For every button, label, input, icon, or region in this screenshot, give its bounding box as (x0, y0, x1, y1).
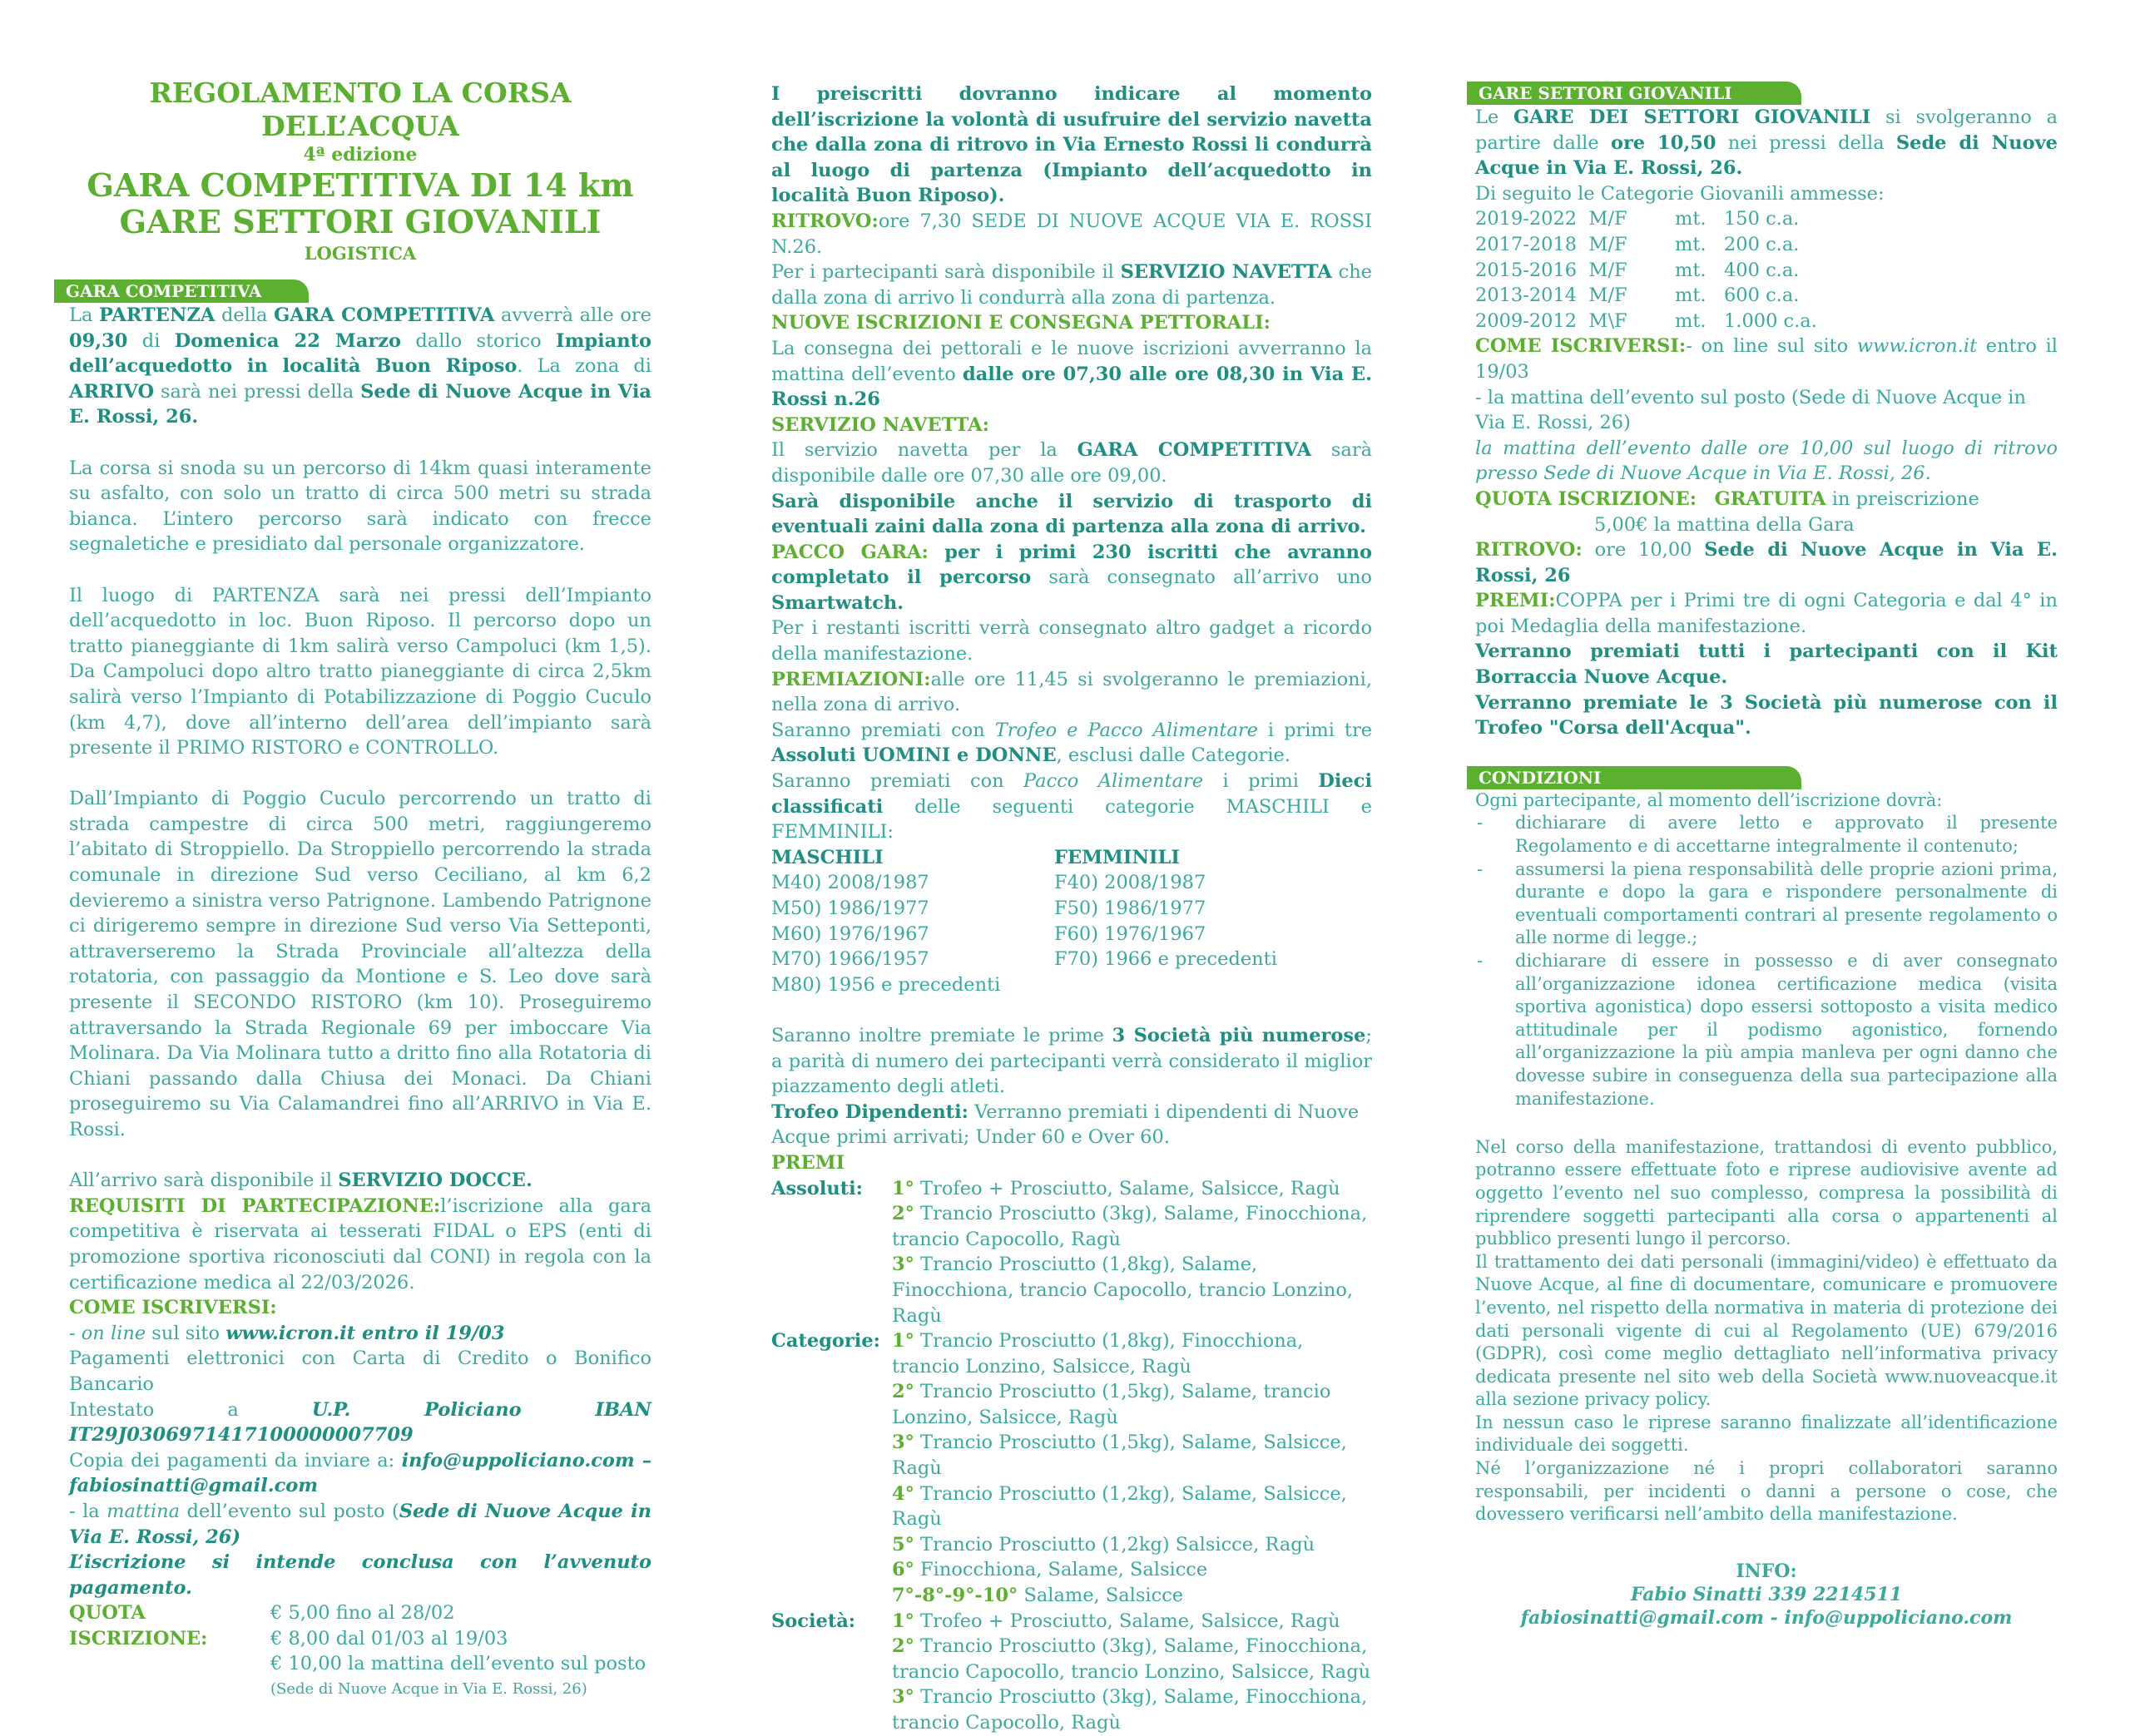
assoluti-label: Assoluti: (771, 1177, 863, 1199)
youth-categories (1475, 206, 2058, 334)
category-item: F60) 1976/1967 (1054, 922, 1206, 945)
column-right (1475, 0, 2058, 1630)
mattina-line: - la mattina dell’evento sul posto (Sede di Nuove Acque in Via E. Rossi, 26) (69, 1500, 651, 1548)
percorso-paragraph: La corsa si snoda su un percorso di 14km quasi interamente su asfalto, con solo un tratto di circa 500 metri su strada bianca. L’intero percorso sarà indicato con frecce segnaletiche e presidiato dal personale organizzatore. (69, 457, 651, 556)
come-iscriversi-label: COME ISCRIVERSI: (69, 1297, 277, 1319)
quota-item: € 8,00 dal 01/03 al 19/03 (270, 1627, 508, 1649)
quota-item: € 5,00 fino al 28/02 (270, 1602, 455, 1625)
condition-item: - dichiarare di avere letto e approvato il presente Regolamento e di accettarne integralmente il contenuto; (1477, 813, 2058, 857)
category-item: M50) 1986/1977 (771, 898, 929, 919)
subtitle-race: GARA COMPETITIVA DI 14 km (87, 166, 634, 204)
partenza-route-paragraph: Il luogo di PARTENZA sarà nei pressi dell’Impianto dell’acquedotto in loc. Buon Riposo. Il percorso dopo un tratto pianeggiante di 1km salirà verso Campoluci (km 1,5). Da Campoluci dopo altro tratto pianeggiante di circa 2,5km salirà verso l’Impianto di Potabilizzazione di Poggio Cuculo (km 4,7), dove all’interno dell’area dell’impianto sarà presente il PRIMO RISTORO e CONTROLLO. (69, 584, 651, 759)
info-emails[interactable]: fabiosinatti@gmail.com - info@uppoliciano.com (1520, 1606, 2013, 1629)
conclusa-line: L’iscrizione si intende conclusa con l’avvenuto pagamento. (69, 1551, 651, 1599)
section-banner-gara (54, 279, 651, 303)
premi-youth: PREMI:COPPA per i Primi tre di ogni Categoria e dal 4° in poi Medaglia della manifestazione. (1475, 590, 2058, 637)
servizio-navetta-text: Il servizio navetta per la GARA COMPETITIVA sarà disponibile dalle ore 07,30 alle ore 09,00. (771, 439, 1372, 487)
online-line: - on line sul sito www.icron.it entro il 19/03 (69, 1322, 505, 1344)
requisiti-paragraph: REQUISITI DI PARTECIPAZIONE:l’iscrizione alla gara competitiva è riservata ai tesserati FIDAL o EPS (enti di promozione sportiva riconosciuti dal CONI) in regola con la certificazione medica al 22/03/2026. (69, 1194, 651, 1293)
condition-item: - dichiarare di essere in possesso e di aver consegnato all’organizzazione idonea certificazione medica (visita sportiva agonistica) dopo essersi sottoposto a visita medico attitudinale per il podismo agonistico, fornendo all’organizzazione la più ampia manleva per ogni danno che dovesse subire in conseguenza della sua partecipazione alla manifestazione. (1477, 951, 2058, 1109)
seguito-line: Di seguito le Categorie Giovanili ammesse: (1475, 182, 1885, 205)
prize-item: 1° Trofeo + Prosciutto, Salame, Salsicce, Ragù (892, 1177, 1340, 1199)
categorie-label: Categorie: (771, 1330, 880, 1353)
category-item: M70) 1966/1957 (771, 948, 929, 971)
info-block (1475, 1560, 2058, 1630)
restanti-paragraph: Per i restanti iscritti verrà consegnato altro gadget a ricordo della manifestazione. (771, 617, 1372, 665)
info-label: INFO: (1736, 1560, 1797, 1582)
banner-gara-competitiva: GARA COMPETITIVA (54, 279, 309, 303)
kit-paragraph: Verranno premiati tutti i partecipanti con il Kit Borraccia Nuove Acque. (1475, 640, 2058, 689)
quota-youth-2: 5,00€ la mattina della Gara (1594, 513, 1855, 536)
category-item: M80) 1956 e precedenti (771, 973, 1001, 996)
condition-item: - assumersi la piena responsabilità delle proprie azioni prima, durante e dopo la gara e rispondere personalmente di eventuali comportamenti contrari al presente regolamento o alle norme di legge.; (1477, 858, 2058, 948)
premi-label: PREMI (771, 1151, 845, 1174)
youth-category-row: 2017-2018 M/F mt. 200 c.a. (1475, 233, 1800, 255)
condizioni-intro: Ogni partecipante, al momento dell’iscrizione dovrà: (1475, 789, 1943, 810)
prize-item: 5° Trancio Prosciutto (1,2kg) Salsicce, Ragù (892, 1533, 1315, 1555)
privacy-paragraph: Né l’organizzazione né i propri collaboratori saranno responsabili, per incidenti o danni a persone o cose, che dovessero verificarsi nell’ambito della manifestazione. (1475, 1458, 2058, 1525)
pacco-gara-paragraph: PACCO GARA: per i primi 230 iscritti che avranno completato il percorso sarà consegnato all’arrivo uno Smartwatch. (771, 541, 1373, 614)
nuove-iscrizioni-text: La consegna dei pettorali e le nuove iscrizioni avverranno la mattina dell’evento dalle ore 07,30 alle ore 08,30 in Via E. Rossi n.26 (771, 337, 1372, 411)
banner-condizioni: CONDIZIONI (1467, 766, 1801, 789)
ritrovo-youth: RITROVO: ore 10,00 Sede di Nuove Acque in Via E. Rossi, 26 (1475, 539, 2058, 586)
icron-link[interactable]: www.icron.it (1856, 335, 1978, 358)
prize-item: 1° Trofeo + Prosciutto, Salame, Salsicce, Ragù (892, 1610, 1340, 1632)
banner-settori-giovanili: GARE SETTORI GIOVANILI (1467, 82, 1801, 105)
navetta-paragraph: Per i partecipanti sarà disponibile il SERVIZIO NAVETTA che dalla zona di arrivo li condurrà alla zona di partenza. (771, 261, 1372, 309)
quota-block (69, 1600, 651, 1702)
prize-item: 3° Trancio Prosciutto (1,5kg), Salame, Salsicce, Ragù (892, 1432, 1347, 1480)
prize-item: 4° Trancio Prosciutto (1,2kg), Salame, Salsicce, Ragù (892, 1482, 1347, 1531)
giovanili-text (1475, 105, 2058, 741)
privacy-paragraph: Il trattamento dei dati personali (immagini/video) è effettuato da Nuove Acque, al fine di documentare, comunicare e promuovere l’evento, nel rispetto della normativa in materia di protezione dei dati personali vigente di cui al Regolamento (UE) 679/2016 (GDPR), così come meglio dettagliato nell’informativa privacy dedicata presente nel sito web della Società www.nuoveacque.it alla sezione privacy policy. (1475, 1251, 2058, 1410)
come-iscriversi-youth: COME ISCRIVERSI:- on line sul sito www.icron.it entro il 19/03 (1475, 335, 2058, 383)
prize-item: 3° Trancio Prosciutto (3kg), Salame, Finocchiona, trancio Capocollo, Ragù (892, 1686, 1368, 1734)
quota-youth: QUOTA ISCRIZIONE: GRATUITA in preiscrizione (1475, 487, 1979, 510)
payment-line: Pagamenti elettronici con Carta di Credito o Bonifico Bancario (69, 1348, 651, 1395)
trofeo-societa-paragraph: Verranno premiate le 3 Società più numerose con il Trofeo "Corsa dell'Acqua". (1475, 691, 2058, 739)
copy-line: Copia dei pagamenti da inviare a: info@uppoliciano.com – fabiosinatti@gmail.com (69, 1449, 652, 1497)
category-item: M60) 1976/1967 (771, 922, 929, 945)
youth-category-row: 2009-2012 M\F mt. 1.000 c.a. (1475, 309, 1817, 332)
edition-label: 4ª edizione (303, 144, 418, 166)
quota-note: (Sede di Nuove Acque in Via E. Rossi, 26) (270, 1680, 587, 1699)
prize-item: 2° Trancio Prosciutto (3kg), Salame, Finocchiona, trancio Capocollo, trancio Lonzino, Salsicce, Ragù (892, 1635, 1371, 1683)
quota-label: QUOTA ISCRIZIONE: (69, 1602, 208, 1649)
societa-label: Società: (771, 1610, 856, 1632)
category-item: M40) 2008/1987 (771, 872, 929, 894)
gara-text (69, 303, 651, 1703)
quota-item: € 10,00 la mattina dell’evento sul posto (270, 1653, 646, 1675)
maschili-header: MASCHILI (771, 846, 884, 868)
trofeo-paragraph: Saranno premiati con Trofeo e Pacco Alimentare i primi tre Assoluti UOMINI e DONNE, esclusi dalle Categorie. (771, 719, 1373, 767)
mattina-youth: - la mattina dell’evento sul posto (Sede di Nuove Acque in Via E. Rossi, 26) (1475, 386, 2026, 434)
nuove-iscrizioni-label: NUOVE ISCRIZIONI E CONSEGNA PETTORALI: (771, 312, 1271, 334)
prize-item: 2° Trancio Prosciutto (1,5kg), Salame, trancio Lonzino, Salsicce, Ragù (892, 1381, 1331, 1428)
email-links[interactable]: info@uppoliciano.com – fabiosinatti@gmail.com (69, 1449, 652, 1497)
column-middle (771, 0, 1372, 1736)
servizio-navetta-label: SERVIZIO NAVETTA: (771, 413, 989, 436)
prize-item: 6° Finocchiona, Salame, Salsicce (892, 1559, 1208, 1581)
trofeo-dipendenti-paragraph: Trofeo Dipendenti: Verranno premiati i dipendenti di Nuove Acque primi arrivati; Under 60 e Over 60. (771, 1100, 1360, 1149)
preiscritti-paragraph: I preiscritti dovranno indicare al momento dell’iscrizione la volontà di usufruire del servizio navetta che dalla zona di ritrovo in Via Ernesto Rossi li condurrà al luogo di partenza (Impianto dell’acquedotto in località Buon Riposo). (771, 83, 1372, 207)
ritrovo-line: RITROVO:ore 7,30 SEDE DI NUOVE ACQUE VIA E. ROSSI N.26. (771, 210, 1372, 258)
mattina-italic: la mattina dell’evento dalle ore 10,00 sul luogo di ritrovo presso Sede di Nuove Acque in Via E. Rossi, 26. (1475, 437, 2058, 485)
zaini-paragraph: Sarà disponibile anche il servizio di trasporto di eventuali zaini dalla zona di partenza alla zona di arrivo. (771, 490, 1372, 538)
societa-paragraph: Saranno inoltre premiate le prime 3 Società più numerose; a parità di numero dei partecipanti verrà considerato il miglior piazzamento degli atleti. (771, 1024, 1372, 1098)
route-paragraph: Dall’Impianto di Poggio Cuculo percorrendo un tratto di strada campestre di circa 500 metri, raggiungeremo l’abitato di Stroppiello. Da Stroppiello percorrendo la strada comunale in direzione Sud verso Ceciliano, al km 6,2 devieremo a sinistra verso Patrignone. Lambendo Patrignone ci dirigeremo sempre in direzione Sud verso Via Setteponti, attraverseremo la Strada Provinciale all’altezza della rotatoria, con passaggio da Montione e S. Leo dove sarà presente il SECONDO RISTORO (km 10). Proseguiremo attraversando la Strada Regionale 69 per imboccare Via Molinara. Da Via Molinara tutto a dritto fino alla Rotatoria di Chiani passando dalla Chiusa dei Monaci. Da Chiani proseguiremo su Via Calamandrei fino all’ARRIVO in Via E. Rossi. (69, 788, 651, 1140)
premi-list (771, 1176, 1372, 1736)
category-item: F70) 1966 e precedenti (1054, 948, 1277, 971)
docce-line: All’arrivo sarà disponibile il SERVIZIO DOCCE. (69, 1170, 532, 1192)
youth-category-row: 2019-2022 M/F mt. 150 c.a. (1475, 208, 1800, 230)
prize-item: 3° Trancio Prosciutto (1,8kg), Salame, Finocchiona, trancio Capocollo, trancio Lonzino, Ragù (892, 1254, 1354, 1327)
femminili-header: FEMMINILI (1054, 846, 1180, 868)
page-title: REGOLAMENTO LA CORSA DELL’ACQUA (149, 77, 572, 142)
dieci-paragraph: Saranno premiati con Pacco Alimentare i primi Dieci classificati delle seguenti categorie MASCHILI e FEMMINILI: (771, 770, 1372, 843)
privacy-paragraph: In nessun caso le riprese saranno finalizzate all’identificazione individuale dei soggetti. (1475, 1412, 2058, 1456)
iban-line: Intestato a U.P. Policiano IBAN IT29J0306971417100000007709 (69, 1398, 651, 1447)
prize-item: 1° Trancio Prosciutto (1,8kg), Finocchiona, trancio Lonzino, Salsicce, Ragù (892, 1330, 1304, 1377)
category-item: F50) 1986/1977 (1054, 898, 1206, 919)
privacy-paragraph: Nel corso della manifestazione, trattandosi di evento pubblico, potranno essere effettuate foto e riprese audiovisive avente ad oggetto l’evento nel suo complesso, compresa la possibilità di riprendere soggetti partecipanti alla corsa o appartenenti al pubblico presenti lungo il percorso. (1475, 1136, 2058, 1249)
partenza-paragraph: La PARTENZA della GARA COMPETITIVA avverrà alle ore 09,30 di Domenica 22 Marzo dallo storico Impianto dell’acquedotto in località Buon Riposo. La zona di ARRIVO sarà nei pressi della Sede di Nuove Acque in Via E. Rossi, 26. (69, 304, 651, 428)
header-block (69, 77, 651, 266)
info-contact: Fabio Sinatti 339 2214511 (1630, 1583, 1903, 1605)
categories-table (771, 845, 1372, 998)
condizioni-text (1475, 789, 2058, 1526)
middle-text (771, 82, 1372, 1736)
giovanili-intro: Le GARE DEI SETTORI GIOVANILI si svolgeranno a partire dalle ore 10,50 nei pressi della Sede di Nuove Acque in Via E. Rossi, 26. (1475, 106, 2058, 180)
category-item: F40) 2008/1987 (1054, 872, 1206, 894)
subtitle-logistics: LOGISTICA (304, 243, 417, 264)
premiazioni-paragraph: PREMIAZIONI:alle ore 11,45 si svolgeranno le premiazioni, nella zona di arrivo. (771, 668, 1372, 716)
youth-category-row: 2015-2016 M/F mt. 400 c.a. (1475, 259, 1800, 281)
icron-link[interactable]: www.icron.it entro il 19/03 (225, 1322, 505, 1344)
column-left (66, 0, 652, 1703)
subtitle-youth: GARE SETTORI GIOVANILI (119, 203, 602, 240)
youth-category-row: 2013-2014 M/F mt. 600 c.a. (1475, 284, 1800, 307)
section-banner-condizioni (1467, 766, 2058, 789)
prize-item: 7°-8°-9°-10° Salame, Salsicce (892, 1585, 1184, 1607)
prize-item: 2° Trancio Prosciutto (3kg), Salame, Finocchiona, trancio Capocollo, Ragù (892, 1203, 1368, 1250)
section-banner-giovanili (1467, 82, 2058, 105)
